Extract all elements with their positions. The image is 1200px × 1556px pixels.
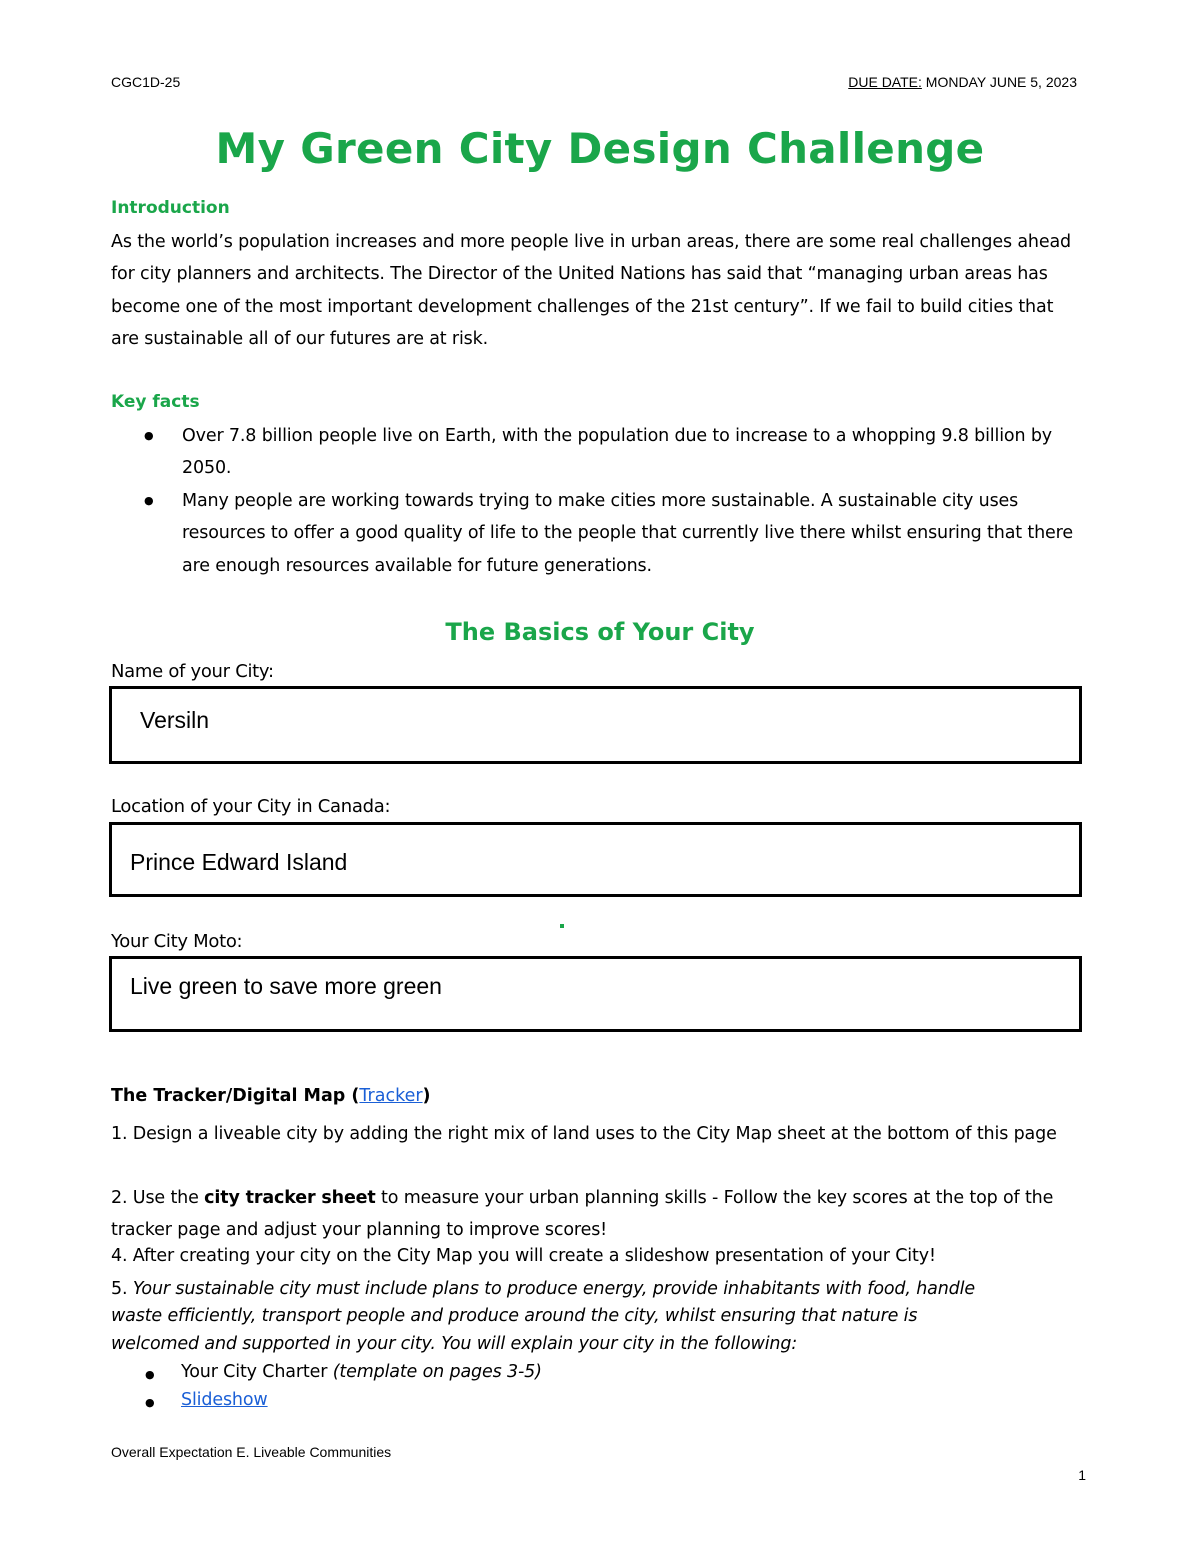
- tracker-heading-close: ): [422, 1086, 431, 1106]
- city-location-field[interactable]: [109, 822, 1082, 897]
- charter-text: Your City Charter: [181, 1362, 333, 1382]
- step-2-text-b: to measure your urban planning skills - Follow the key scores at the top of the tracker page and adjust your planning to improve scores!: [111, 1188, 1054, 1240]
- key-facts-list: [111, 420, 1086, 582]
- city-location-label: Location of your City in Canada:: [111, 796, 391, 817]
- city-motto-label: Your City Moto:: [111, 931, 243, 952]
- step-2-text-a: 2. Use the: [111, 1188, 205, 1208]
- step-5-line-3: welcomed and supported in your city. You will explain your city in the following:: [111, 1334, 798, 1354]
- page-number: 1: [1078, 1467, 1086, 1483]
- step-1: 1. Design a liveable city by adding the right mix of land uses to the City Map sheet at the bottom of this page: [111, 1124, 1057, 1144]
- city-name-value: Versiln: [140, 707, 210, 733]
- list-item: ● Many people are working towards trying to make cities more sustainable. A sustainable city uses resources to offer a good quality of life to the people that currently live there whilst ensuring that there are enough resources available for future generations.: [111, 485, 1086, 582]
- step-5-line-2: waste efficiently, transport people and produce around the city, whilst ensuring that nature is: [111, 1306, 918, 1326]
- step-2: [111, 1182, 1091, 1246]
- step-4: 4. After creating your city on the City Map you will create a slideshow presentation of your City!: [111, 1246, 936, 1266]
- city-name-field[interactable]: [109, 686, 1082, 764]
- step-5-text-1: Your sustainable city must include plans to produce energy, provide inhabitants with food, handle: [132, 1279, 975, 1299]
- city-motto-value: Live green to save more green: [130, 973, 442, 999]
- step-2-bold: city tracker sheet: [204, 1188, 376, 1208]
- list-item: ● Over 7.8 billion people live on Earth, with the population due to increase to a whopping 9.8 billion by 2050.: [111, 420, 1086, 485]
- course-code: CGC1D-25: [111, 74, 181, 90]
- page-title: My Green City Design Challenge: [215, 124, 985, 173]
- step-5-line-1: [111, 1279, 1096, 1299]
- tracker-link[interactable]: Tracker: [359, 1086, 423, 1106]
- introduction-text: As the world’s population increases and more people live in urban areas, there are some real challenges ahead for city planners and architects. The Director of the United Nations has said that “managing urban areas has become one of the most important development challenges of the 21st century”. If we fail to build cities that are sustainable all of our futures are at risk.: [111, 232, 1072, 350]
- basics-heading: The Basics of Your City: [445, 618, 755, 646]
- list-item: [181, 1362, 1166, 1382]
- step-5-number: 5.: [111, 1279, 133, 1299]
- city-location-value: Prince Edward Island: [130, 849, 348, 875]
- city-motto-field[interactable]: [109, 956, 1082, 1032]
- tracker-heading: [111, 1086, 431, 1106]
- footer-expectation: Overall Expectation E. Liveable Communities: [111, 1444, 392, 1460]
- due-date-value: MONDAY JUNE 5, 2023: [925, 74, 1077, 90]
- tracker-heading-text: The Tracker/Digital Map (: [111, 1086, 360, 1106]
- due-date-label: DUE DATE:: [848, 74, 922, 90]
- due-date: [848, 74, 1077, 90]
- city-name-label: Name of your City:: [111, 661, 274, 682]
- bullet-icon: ●: [145, 1396, 155, 1409]
- bullet-icon: ●: [145, 1368, 155, 1381]
- introduction-heading: Introduction: [111, 198, 230, 218]
- key-facts-heading: Key facts: [111, 392, 200, 412]
- slideshow-link[interactable]: Slideshow: [181, 1390, 268, 1410]
- decorative-dot: [560, 924, 564, 928]
- charter-pages: (template on pages 3-5): [332, 1362, 542, 1382]
